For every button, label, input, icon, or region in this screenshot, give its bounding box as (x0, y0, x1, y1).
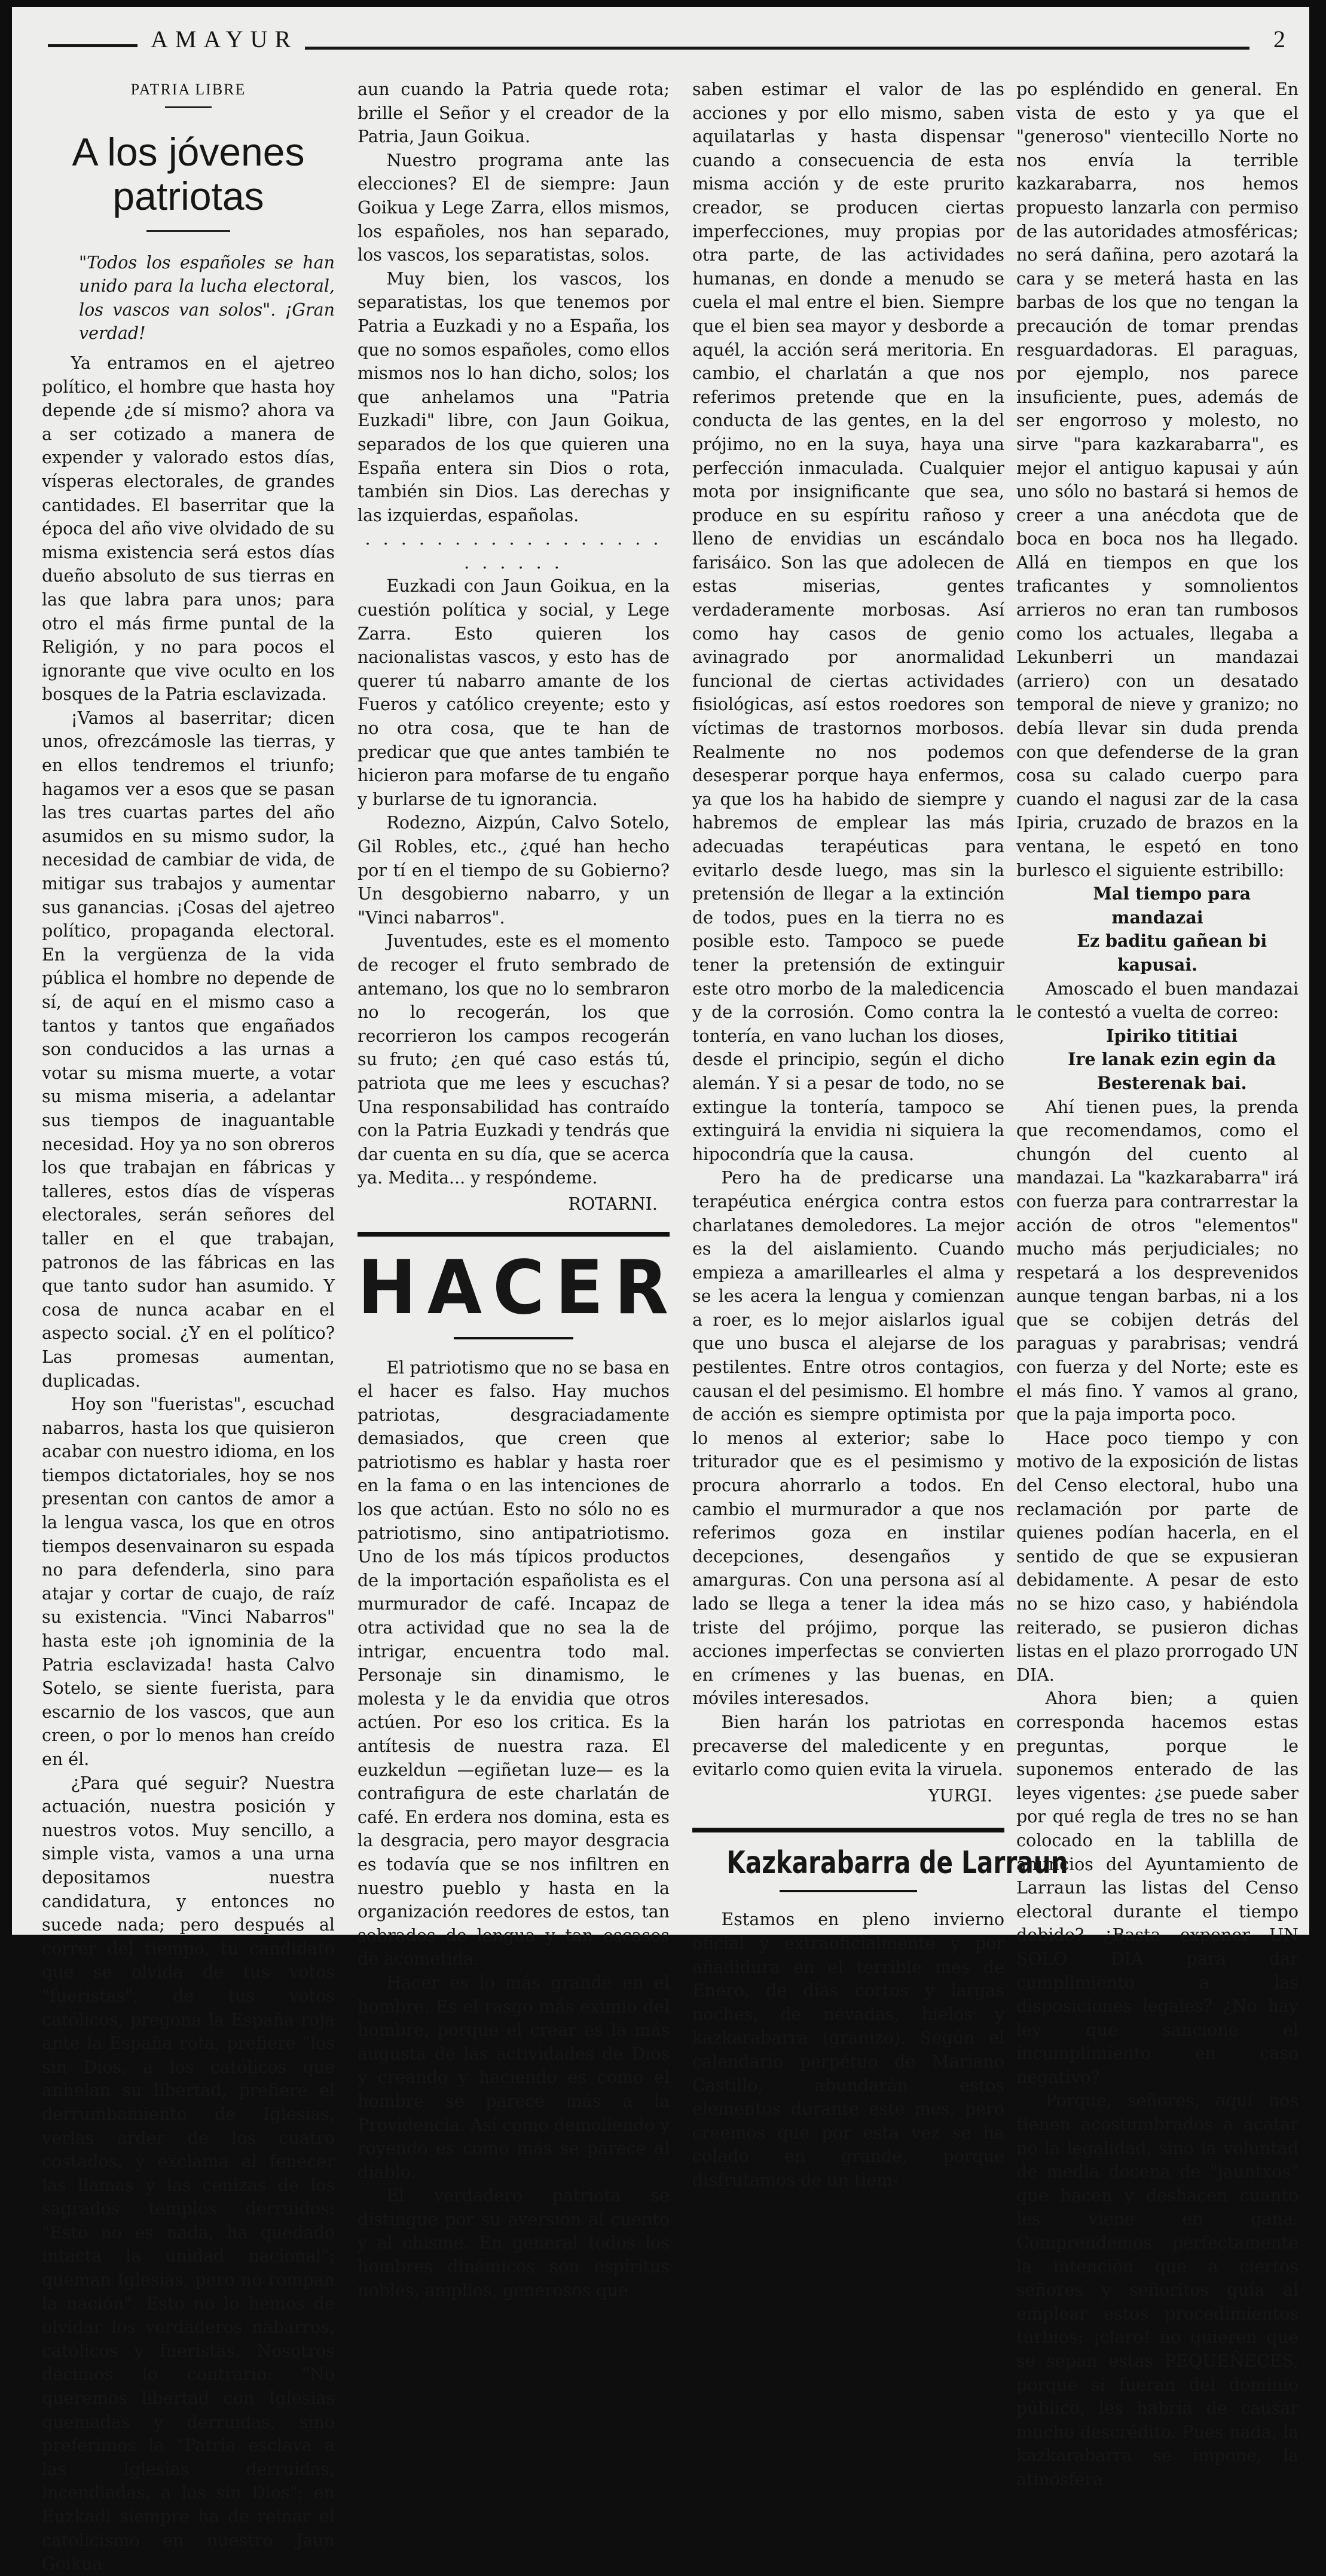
column-3 (692, 78, 1068, 2192)
paragraph: Hacer es lo más grande en el hombre. Es el rasgo más eximio del hombre, porque el crear es la más augusta de las actividades de Dios y creando y haciendo es como el hombre se parece más a la Providencia. Así como demoliendo y royendo es como más se parece al diablo. (358, 1972, 670, 2182)
column-2 (358, 78, 680, 2302)
paragraph: Pero ha de predicarse una terapéutica enérgica contra estos charlatanes demoledores. La mejor es la del aislamiento. Cuando empieza a amarillearles el alma y se les acera la lengua y comienzan a roer, es lo mejor aislarlos igual que uno busca el alejarse de los pestilentes. Entre otros contagios, causan el del pesimismo. El hombre de acción es siempre optimista por lo menos al exterior; sabe lo triturador que es el pesimismo y procura ahorrarlo a todos. En cambio el murmurador a que nos referimos goza en instilar decepciones, desengaños y amarguras. Con una persona así al lado se llega a tener la idea más triste del prójimo, porque las acciones imperfectas se convierten en crímenes y las buenas, en móviles interesados. (692, 1168, 1004, 1709)
paragraph: Estamos en pleno invierno oficial y extraoficialmente y por añadidura en el terrible mes de Enero, de días cortos y largas noches, de nevadas, hielos y kazkarabarra (granizo). Según el calendario perpétuo de Mariano Castillo, abundarán estos elementos durante este mes, pero creemos que por esta vez se ha colado en grande, porque disfrutamos de un tiem- (692, 1910, 1004, 2190)
newspaper-page (12, 7, 1309, 2574)
hacer-headline: HACER (358, 1244, 680, 1330)
paragraph: El patriotismo que no se basa en el hacer es falso. Hay muchos patriotas, desgraciadamente demasiados, que creen que patriotismo es hablar y hasta roer en la fama o en las intenciones de los que actúan. Esto no sólo no es patriotismo, sino antipatriotismo. Uno de los más típicos productos de la importación españolista es el murmurador de café. Incapaz de otra actividad que no sea la de intrigar, encuentra todo mal. Personaje sin dinamismo, le molesta y le da envidia que otros actúen. Por eso los critica. Es la antítesis de nuestra raza. El euzkeldun —egiñetan luze— es la contrafigura de este charlatán de café. En erdera nos domina, esta es la desgracia, pero mayor desgracia es todavía que se nos infiltren en nuestro pueblo y hasta en la organización reedores de estos, tan sobrados de lengua y tan escasos de acometida. (358, 1357, 670, 1969)
paragraph: Rodezno, Aizpún, Calvo Sotelo, Gil Robles, etc., ¿qué han hecho por tí en el tiempo de su Gobierno? Un desgobierno nabarro, y un "Vinci nabarros". (358, 813, 670, 928)
paragraph: Euzkadi con Jaun Goikua, en la cuestión política y social, y Lege Zarra. Esto quieren los nacionalistas vascos, y esto has de querer tú nabarro amante de los Fueros y católico creyente; esto y no otra cosa, que te han de predicar que que antes también te hicieron para mofarse de tu engaño y burlarse de tu ignorancia. (358, 576, 670, 809)
paragraph: Bien harán los patriotas en precaverse del maledicente y en evitarlo como quien evita la viruela. (692, 1712, 1004, 1780)
verse-line: Mal tiempo para mandazai (1093, 883, 1251, 928)
masthead-rule-right (305, 47, 1249, 50)
kazkarabarra-rule (780, 1890, 917, 1892)
verse-line: Besterenak bai. (1096, 1072, 1247, 1093)
paragraph: ¡Vamos al baserritar; dicen unos, ofrezcámosle las tierras, y en ellos tendremos el triunfo; hagamos ver a esos que se pasan las tres cuartas partes del año asumidos en su mismo sudor, la necesidad de cambiar de vida, de mitigar sus trabajos y aumentar sus ganancias. ¡Cosas del ajetreo político, propaganda electoral. En la vergüenza de la vida pública el hombre no depende de sí, de aquí en el mismo caso a tantos y tantos que engañados son conducidos a las urnas a votar su misma muerte, a votar su misma miseria, a adelantar sus tiempos de inaguantable necesidad. Hoy ya no son obreros los que trabajan en fábricas y talleres, estos días de vísperas electorales, serán señores del taller en el que trabajan, patronos de las fábricas en las que tanto sudor han asumido. Y cosa de nunca acabar en el aspecto social. ¿Y en el político? Las promesas aumentan, duplicadas. (42, 708, 335, 1391)
paragraph: aun cuando la Patria quede rota; brille el Señor y el creador de la Patria, Jaun Goikua. (358, 79, 670, 147)
paragraph: El verdadero patriota se distingue por su aversión al cuento y al chisme. En general todos los hombres dinámicos son espíritus nobles, amplios, generosos que (358, 2186, 670, 2300)
hacer-rule (454, 1337, 573, 1339)
paragraph: Ya entramos en el ajetreo político, el hombre que hasta hoy depende ¿de sí mismo? ahora va a ser cotizado a manera de expender y valorado estos días, vísperas electorales, de grandes cantidades. El baserritar que la época del año vive olvidado de su misma existencia será estos días dueño absoluto de sus tierras en las que labra para unos; para otro el más firme puntal de la Religión, y no para pocos el ignorante que vive oculto en los bosques de la Patria esclavizada. (42, 353, 335, 705)
masthead-title: AMAYUR (151, 26, 298, 53)
article-signature: YURGI. (928, 1785, 992, 1806)
paragraph: Ahí tienen pues, la prenda que recomendamos, como el chungón del cuento al mandazai. La "kazkarabarra" irá con fuerza para contrarrestar la acción de otros "elementos" mucho más perjudiciales; no respetará a los desprevenidos aunque tengan barbas, ni a los que se cobijen detrás del paraguas y parabrisas; vendrá con fuerza y del Norte; este es el más fino. Y vamos al grano, que la paja importa poco. (1016, 1097, 1298, 1425)
article-headline: A los jóvenes patriotas (72, 129, 305, 218)
paragraph: Ahora bien; a quien corresponda hacemos estas preguntas, porque le suponemos enterado de las leyes vigentes: ¿se puede saber por qué regla de tres no se han colocado en la tablilla de anuncios del Ayuntamiento de Larraun las listas del Censo electoral durante el tiempo debido? ¿Basta exponer UN SOLO DIA para dar cumplimiento a las disposiciones legales? ¿No hay ley que sancione el incumplimiento en caso negativo? (1016, 1688, 1298, 2087)
headline-rule (146, 230, 230, 232)
column-1 (42, 78, 335, 2576)
paragraph: Juventudes, este es el momento de recoger el fruto sembrado de antemano, los que no lo sembraron no lo recogerán, los que recorrieron los campos recogerán su fruto; ¿en qué caso estás tú, patriota que me lees y escuchas? Una responsabilidad has contraído con la Patria Euzkadi y tendrás que dar cuenta en su día, que se acerca ya. Medita... y respóndeme. (358, 931, 670, 1188)
article-epigraph: "Todos los españoles se han unido para la lucha electoral, los vascos van solos". ¡Gran verdad! (79, 252, 335, 344)
article-signature: ROTARNI. (568, 1194, 658, 1214)
column-4 (1016, 78, 1298, 2492)
kicker-rule (165, 106, 212, 108)
masthead (48, 25, 1291, 61)
paragraph: Hace poco tiempo y con motivo de la exposición de listas del Censo electoral, hubo una reclamación por parte de quienes podían hacerla, en el sentido de que se expusieran debidamente. A pesar de esto no se hizo caso, y habiéndola reiterado, se pusieron dichas listas en el plazo prorrogado UN DIA. (1016, 1428, 1298, 1685)
masthead-rule-left (48, 44, 138, 47)
kazkarabarra-heading-box (692, 1828, 1068, 1892)
paragraph: po espléndido en general. En vista de esto y ya que el "generoso" vientecillo Norte no nos envía la terrible kazkarabarra, nos hemos propuesto lanzarla con permiso de las autoridades atmosféricas; no será dañina, pero azotará la cara y se meterá hasta en las barbas de los que no tengan la precaución de tomar prendas resguardadoras. El paraguas, por ejemplo, nos parece insuficiente, pues, además de ser engorroso y molesto, no sirve "para kazkarabarra", es mejor el antiguo kapusai y aún uno sólo no bastará si hemos de creer a una anécdota que de boca en boca nos ha llegado. Allá en tiempos en que los traficantes y somnolientos arrieros no eran tan rumbosos como los actuales, llegaba a Lekunberri un mandazai (arriero) con un desatado temporal de nieve y granizo; no debía llevar sin duda prenda con que defenderse de la gran cosa su calado cuerpo para cuando el nagusi zar de la casa Ipiria, cruzado de brazos en la ventana, le espetó en tono burlesco el siguiente estribillo: (1016, 79, 1298, 880)
paragraph: Hoy son "fueristas", escuchad nabarros, hasta los que quisieron acabar con nuestro idioma, en los tiempos dictatoriales, hoy se nos presentan con cantos de amor a la lengua vasca, los que en otros tiempos desenvainaron su espada no para defenderla, sino para atajar y cortar de cuajo, de raíz su existencia. "Vinci Nabarros" hasta este ¡oh ignominia de la Patria esclavizada! hasta Calvo Sotelo, se siente fuerista, para escarnio de los vascos, que aun creen, o por lo menos han creído en él. (42, 1394, 335, 1769)
kazkarabarra-headline: Kazkarabarra de Larraun (726, 1845, 1068, 1881)
dotted-separator: . . . . . . . . . . . . . . . . . . . . . . . (365, 529, 662, 573)
paragraph: Muy bien, los vascos, los separatistas, los que tenemos por Patria a Euzkadi y no a España, los que no somos españoles, como ellos mismos nos lo han dicho, solos; los que anhelamos una "Patria Euzkadi" libre, con Jaun Goikua, separados de los que quieren una España entera sin Dios o rota, también sin Dios. Las derechas y las izquierdas, españolas. (358, 268, 670, 525)
paragraph: Amoscado el buen mandazai le contestó a vuelta de correo: (1016, 978, 1298, 1023)
paragraph: Nuestro programa ante las elecciones? El de siempre: Jaun Goikua y Lege Zarra, ellos mismos, los españoles, nos han separado, los vascos, los separatistas, solos. (358, 150, 670, 265)
page-number: 2 (1273, 26, 1285, 53)
paragraph: ¿Para qué seguir? Nuestra actuación, nuestra posición y nuestros votos. Muy sencillo, a simple vista, vamos a una urna depositamos nuestra candidatura, y entonces no sucede nada; pero después al correr del tiempo, tu candidato que se olvida de tus votos "fueristas", de tus votos católicos, pregona la España roja ante la España rota, prefiere "los sin Dios, a los católicos que anhelan su libertad, prefiere el derrumbamiento de Iglesias, verlas arder de los cuatro costados, y exclama al fenecer las llamas y las cenizas de los sagrados templos derruidos: "Esto no es nada, ha quedado intacta la unidad nacional"; queman Iglesias, pero no rompan la nación". Esto no lo hemos de olvidar los verdaderos nabarros, católicos y fueristas. Nosotros decimos lo contrario: "No queremos libertad con Iglesias quemadas y derruidas, sino preferimos la "Patria esclava a las Iglesias derruidas, incendiadas, a los sin Dios"; en Euzkadi siempre ha de reinar el catolicismo en nuestro Jaun Goikua (42, 1773, 335, 2574)
article-kicker: PATRIA LIBRE (130, 81, 246, 98)
verse-line: Ez baditu gañean bi kapusai. (1077, 931, 1267, 975)
paragraph: Porque, señores, aquí nos tienen acostumbrados a acatar no la legalidad, sino la voluntad de media docena de "jauntxos" que hacen y deshacen cuanto les viene en gana. Comprendemos perfectamente la intención que a ciertos señores y señoritos guía al emplear estos procedimientos turbios; ¡claro! no quieren que se sepan estas PEQUEÑECES, porque si fueran del dominio público, les habría de causar mucho descrédito. Pues nada, la kazkarabarra se impone, la atmósfera (1016, 2091, 1298, 2489)
verse-line: Ipiriko tititiai (1106, 1025, 1238, 1046)
verse-line: Ire lanak ezin egin da (1068, 1049, 1276, 1070)
paragraph: saben estimar el valor de las acciones y por ello mismo, saben aquilatarlas y hasta dispensar cuando a consecuencia de esta misma acción y de este prurito creador, se producen ciertas imperfecciones, muy propias por otra parte, de las actividades humanas, en donde a menudo se cuela el mal entre el bien. Siempre que el bien sea mayor y desborde a aquél, la acción será meritoria. En cambio, el charlatán a que nos referimos pretende que en la conducta de las gentes, en la del prójimo, no en la suya, haya una perfección inmaculada. Cualquier mota por insignificante que sea, produce en su espíritu rañoso y lleno de envidias un escándalo farisáico. Son las que adolecen de estas miserias, gentes verdaderamente morbosas. Así como hay casos de genio avinagrado por anormalidad funcional de ciertas actividades fisiológicas, así estos roedores son víctimas de trastornos morbosos. Realmente no nos podemos desesperar porque haya enfermos, ya que los ha habido de siempre y habremos de emplear las más adecuadas terapéuticas para evitarlo desde luego, mas sin la pretensión de llegar a la extinción de todos, pues en la tierra no es posible esto. Tampoco se puede tener la pretensión de extinguir este otro morbo de la maledicencia y de la corrosión. Como contra la tontería, en vano luchan los dioses, desde el principio, según el dicho alemán. Y si a pesar de todo, no se extingue la tontería, tampoco se extinguirá la envidia ni siquiera la hipocondría que la causa. (692, 79, 1004, 1164)
hacer-heading-box (358, 1232, 680, 1339)
